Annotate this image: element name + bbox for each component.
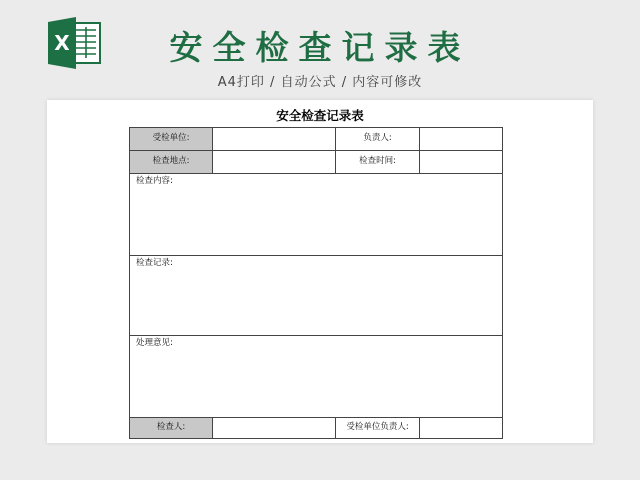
unit-responsible-cell[interactable]: [420, 418, 503, 439]
table-row: [130, 418, 503, 439]
unit-responsible-label: 受检单位负责人:: [336, 418, 420, 439]
inspection-content-cell[interactable]: 检查内容:: [130, 174, 503, 256]
inspection-form-table: [129, 127, 503, 439]
page-subtitle: A4打印 / 自动公式 / 内容可修改: [217, 75, 423, 90]
responsible-label: 负责人:: [336, 128, 420, 151]
sheet-preview: [47, 100, 593, 443]
inspected-unit-cell[interactable]: [213, 128, 336, 151]
inspection-place-cell[interactable]: [213, 151, 336, 174]
inspection-record-cell[interactable]: 检查记录:: [130, 256, 503, 336]
table-row: [130, 151, 503, 174]
sheet-title: 安全检查记录表: [276, 108, 364, 123]
inspected-unit-label: 受检单位:: [130, 128, 213, 151]
inspector-label: 检查人:: [130, 418, 213, 439]
table-row: [130, 128, 503, 151]
table-row: [130, 174, 503, 256]
svg-text:X: X: [54, 31, 70, 55]
inspection-time-cell[interactable]: [420, 151, 503, 174]
table-row: [130, 256, 503, 336]
inspection-time-label: 检查时间:: [336, 151, 420, 174]
inspector-cell[interactable]: [213, 418, 336, 439]
responsible-cell[interactable]: [420, 128, 503, 151]
inspection-place-label: 检查地点:: [130, 151, 213, 174]
table-row: [130, 336, 503, 418]
handling-opinion-cell[interactable]: 处理意见:: [130, 336, 503, 418]
page-title: 安全检查记录表: [169, 28, 471, 67]
